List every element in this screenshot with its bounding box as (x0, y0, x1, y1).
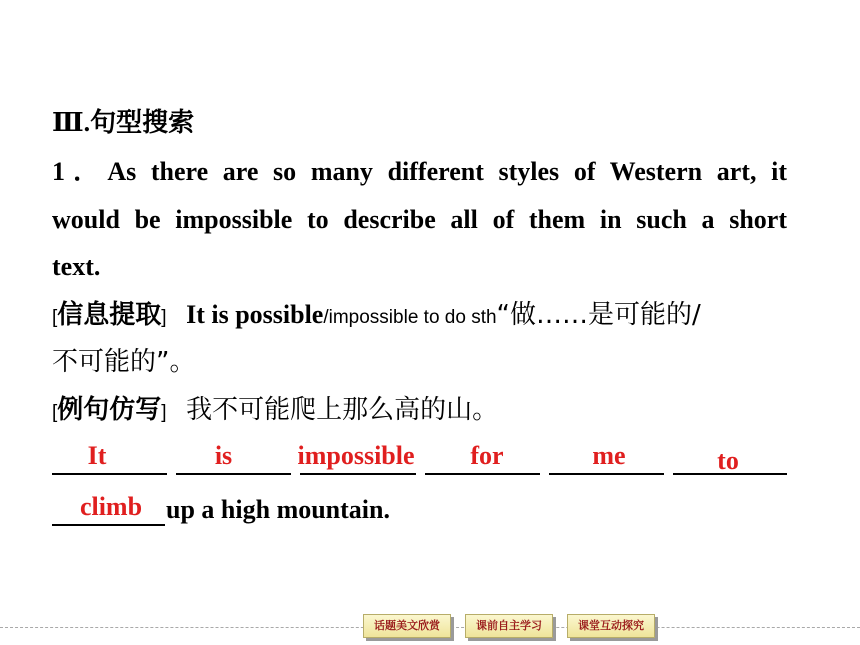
info-pattern-cn: “做……是可能的/ (496, 300, 701, 330)
example-bracket-close: ] (161, 402, 167, 423)
info-line (52, 300, 701, 333)
info-continuation (52, 347, 195, 377)
nav-button-topic-reading[interactable]: 话题美文欣赏 (363, 614, 451, 638)
nav-button-preview-study[interactable]: 课前自主学习 (465, 614, 553, 638)
info-label: 信息提取 (57, 300, 162, 330)
answer-4: for (470, 441, 504, 470)
item1-line1 (52, 157, 787, 187)
item1-line1-text: As there are so many different styles of Western art, it (107, 157, 787, 186)
example-bracket-open: [ (52, 402, 58, 423)
example-sentence-cn: 我不可能爬上那么高的山。 (186, 395, 499, 425)
answer-1: It (87, 441, 107, 470)
example-line (52, 395, 498, 428)
answer-5: me (592, 441, 626, 470)
trailing-text: up a high mountain. (166, 495, 390, 524)
answer-7: climb (79, 492, 143, 521)
info-pattern-en: It is possible (186, 300, 324, 329)
nav-button-class-explore[interactable]: 课堂互动探究 (567, 614, 655, 638)
section-title (52, 108, 194, 138)
info-bracket-close: ] (161, 307, 167, 328)
example-label: 例句仿写 (57, 395, 162, 425)
info-pattern-small: /impossible to do sth (323, 307, 497, 328)
item1-number: 1． (52, 157, 108, 186)
section-numeral: Ⅲ. (52, 108, 91, 137)
answer-3: impossible (297, 441, 415, 470)
item1-line2: would be impossible to describe all of them in such a short (52, 205, 787, 234)
answer-2: is (214, 441, 233, 470)
item1-line3: text. (52, 252, 101, 281)
info-continuation-text: 不可能的”。 (52, 347, 196, 377)
info-bracket-open: [ (52, 307, 58, 328)
answer-6: to (717, 446, 739, 475)
section-title-text: 句型搜索 (90, 108, 195, 138)
